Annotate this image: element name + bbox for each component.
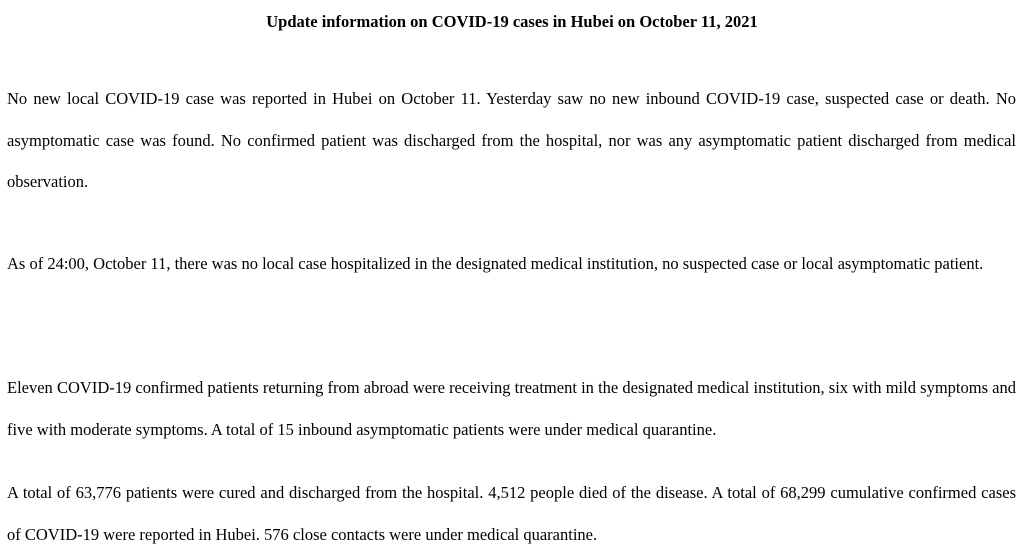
paragraph-cumulative-totals: A total of 63,776 patients were cured and discharged from the hospital. 4,512 people died of the disease. A total of 68,299 cumulative confirmed cases of COVID-19 were reported in Hubei. 576 close contacts were under medical quarantine. <box>7 483 1016 544</box>
paragraph-inbound-patients: Eleven COVID-19 confirmed patients returning from abroad were receiving treatment in the designated medical institution, six with mild symptoms and five with moderate symptoms. A total of 15 inbound asymptomatic patients were under medical quarantine. <box>7 378 1016 439</box>
paragraph-new-cases: No new local COVID-19 case was reported in Hubei on October 11. Yesterday saw no new inbound COVID-19 case, suspected case or death. No asymptomatic case was found. No confirmed patient was discharged from the hospital, nor was any asymptomatic patient discharged from medical observation. <box>7 89 1016 191</box>
paragraph-hospitalized-status: As of 24:00, October 11, there was no local case hospitalized in the designated medical institution, no suspected case or local asymptomatic patient. <box>7 254 984 273</box>
document-title: Update information on COVID-19 cases in Hubei on October 11, 2021 <box>266 12 758 31</box>
